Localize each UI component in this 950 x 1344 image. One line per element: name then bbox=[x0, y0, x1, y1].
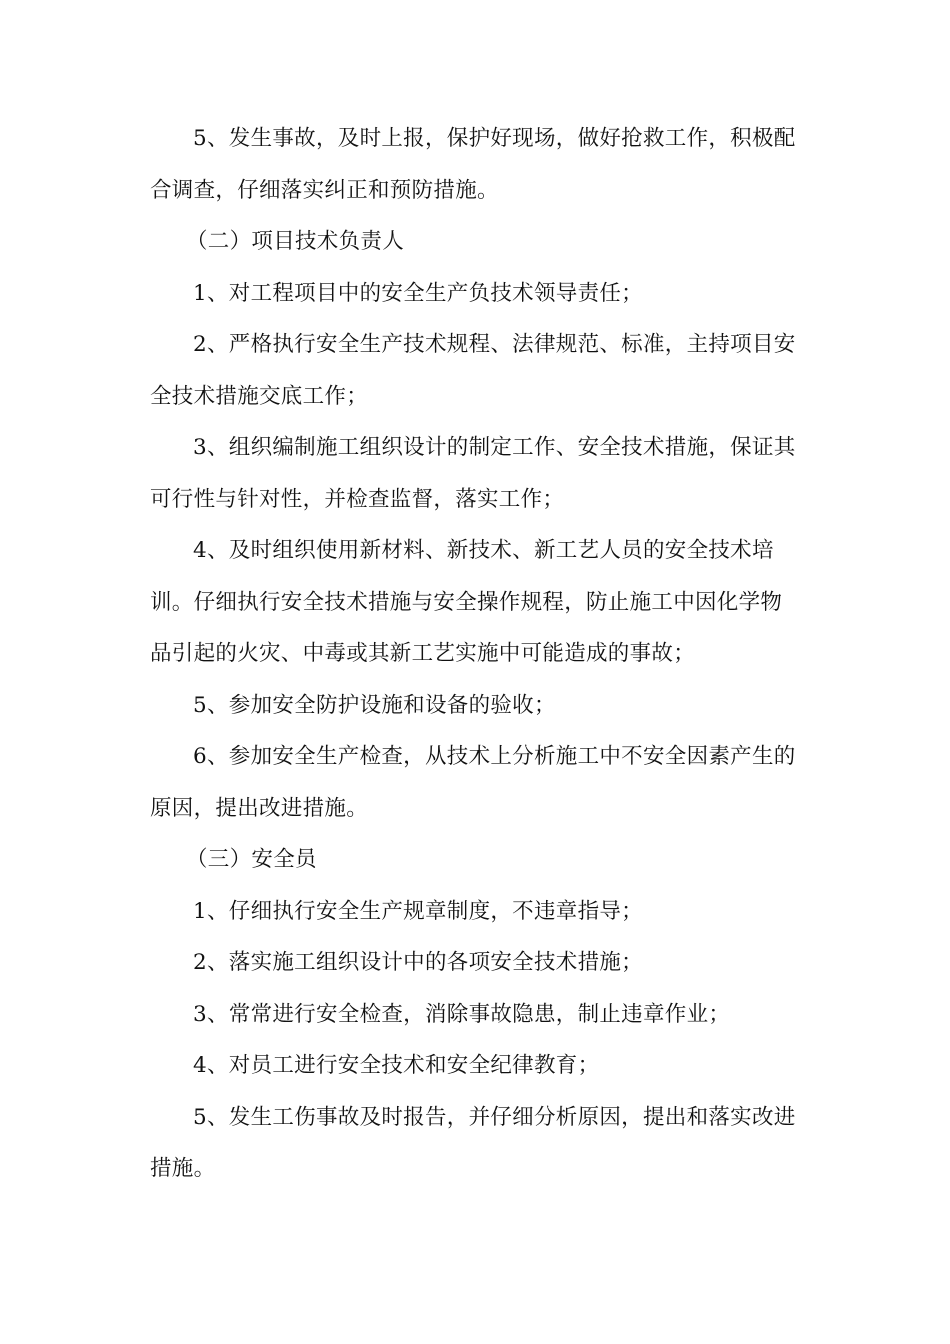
paragraph-tech-lead-item-1: 1、对工程项目中的安全生产负技术领导责任； bbox=[193, 280, 643, 306]
section-heading-safety-officer: （三）安全员 bbox=[186, 847, 317, 872]
paragraph-safety-officer-item-5: 5、发生工伤事故及时报告，并仔细分析原因，提出和落实改进措施。 bbox=[150, 1104, 796, 1181]
paragraph-tech-lead-item-5: 5、参加安全防护设施和设备的验收； bbox=[193, 692, 556, 718]
section-heading-technical-lead: （二）项目技术负责人 bbox=[186, 229, 405, 254]
paragraph-tech-lead-item-2: 2、严格执行安全生产技术规程、法律规范、标准，主持项目安全技术措施交底工作； bbox=[150, 332, 796, 409]
paragraph-safety-officer-item-4: 4、对员工进行安全技术和安全纪律教育； bbox=[193, 1053, 600, 1078]
paragraph-tech-lead-item-3: 3、组织编制施工组织设计的制定工作、安全技术措施，保证其可行性与针对性，并检查监督，落实工作； bbox=[150, 435, 796, 512]
paragraph-safety-officer-item-3: 3、常常进行安全检查，消除事故隐患，制止违章作业； bbox=[193, 1001, 731, 1027]
paragraph-accident-reporting: 5、发生事故，及时上报，保护好现场，做好抢救工作，积极配合调查，仔细落实纠正和预防措施。 bbox=[150, 126, 796, 203]
paragraph-tech-lead-item-4: 4、及时组织使用新材料、新技术、新工艺人员的安全技术培训。仔细执行安全技术措施与安全操作规程，防止施工中因化学物品引起的火灾、中毒或其新工艺实施中可能造成的事故； bbox=[150, 538, 783, 666]
paragraph-safety-officer-item-2: 2、落实施工组织设计中的各项安全技术措施； bbox=[193, 950, 643, 975]
document-body bbox=[150, 113, 800, 1195]
paragraph-safety-officer-item-1: 1、仔细执行安全生产规章制度，不违章指导； bbox=[193, 898, 643, 924]
paragraph-tech-lead-item-6: 6、参加安全生产检查，从技术上分析施工中不安全因素产生的原因，提出改进措施。 bbox=[150, 744, 796, 821]
